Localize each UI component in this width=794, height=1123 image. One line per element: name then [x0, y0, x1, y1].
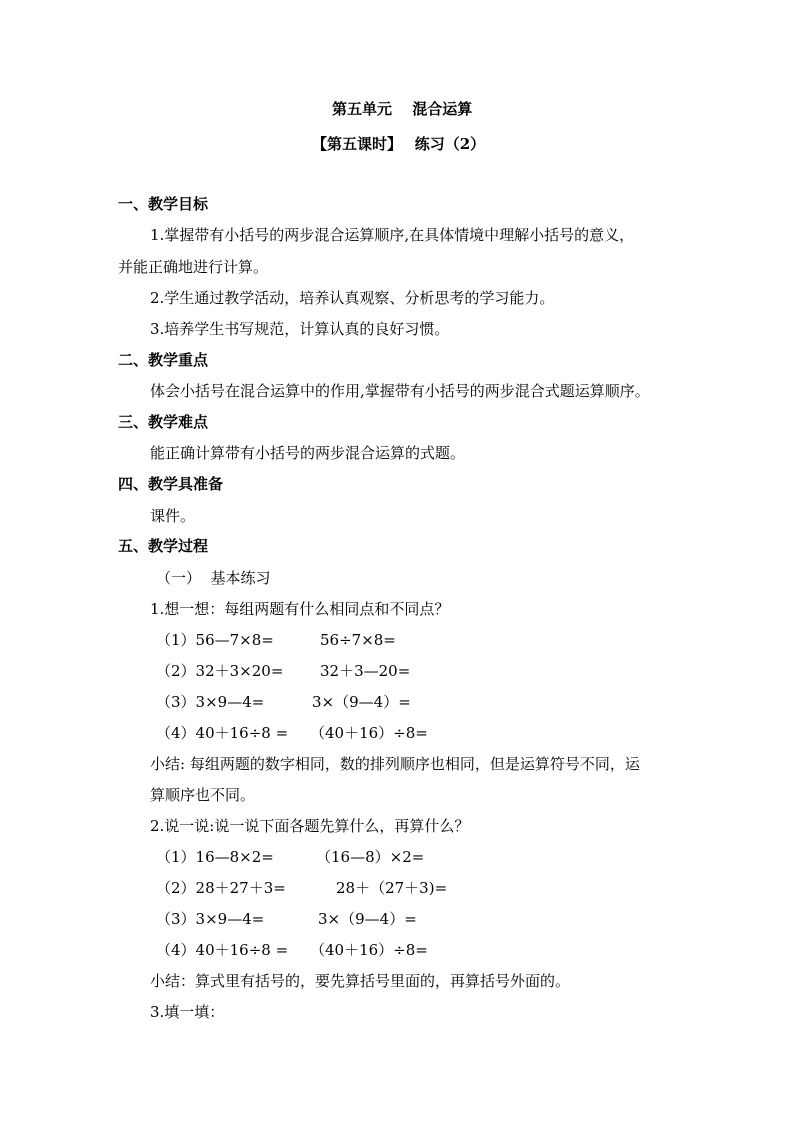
- q1-summary-line-2: 算顺序也不同。: [150, 786, 256, 804]
- q2-row-2-right: 28＋（27＋3)=: [336, 879, 448, 897]
- q1-row-3-right: 3×（9—4）=: [312, 693, 411, 711]
- q1-row-1-left: （1）56—7×8=: [156, 631, 274, 649]
- q2-row-1-right: （16—8）×2=: [316, 848, 425, 866]
- q1-row-1-right: 56÷7×8=: [320, 631, 396, 649]
- objective-2: 2.学生通过教学活动，培养认真观察、分析思考的学习能力。: [150, 289, 555, 307]
- objective-1-line-1: 1.掌握带有小括号的两步混合运算顺序,在具体情境中理解小括号的意义，: [150, 226, 635, 244]
- key-points-text: 体会小括号在混合运算中的作用,掌握带有小括号的两步混合式题运算顺序。: [150, 382, 650, 400]
- q1-row-3-left: （3）3×9—4=: [156, 693, 265, 711]
- section-heading-materials: 四、教学具准备: [118, 475, 224, 493]
- q1-row-2-right: 32＋3—20=: [320, 662, 411, 680]
- section-heading-difficulties: 三、教学难点: [118, 413, 209, 431]
- materials-text: 课件。: [150, 507, 196, 525]
- q1-row-4-left: （4）40＋16÷8 =: [156, 724, 289, 742]
- q2-row-3-right: 3×（9—4）=: [318, 910, 417, 928]
- q1-summary-line-1: 小结: 每组两题的数字相同，数的排列顺序也相同，但是运算符号不同，运: [150, 755, 640, 773]
- q2-row-1-left: （1）16—8×2=: [156, 848, 274, 866]
- question-2-title: 2.说一说:说一说下面各题先算什么，再算什么？: [150, 817, 470, 835]
- q2-row-3-left: （3）3×9—4=: [156, 910, 265, 928]
- document-title: 第五单元 混合运算: [332, 100, 473, 118]
- q2-row-2-left: （2）28＋27＋3=: [156, 879, 286, 897]
- objective-3: 3.培养学生书写规范，计算认真的良好习惯。: [150, 320, 450, 338]
- difficulties-text: 能正确计算带有小括号的两步混合运算的式题。: [150, 444, 466, 462]
- section-heading-key-points: 二、教学重点: [118, 351, 209, 369]
- objective-1-line-2: 并能正确地进行计算。: [118, 258, 269, 276]
- section-heading-process: 五、教学过程: [118, 537, 209, 555]
- question-1-title: 1.想一想：每组两题有什么相同点和不同点？: [150, 600, 450, 618]
- lesson-subtitle: 【第五课时】 练习（2）: [312, 135, 486, 153]
- question-3-title: 3.填一填：: [150, 1003, 225, 1021]
- q1-row-2-left: （2）32＋3×20=: [156, 662, 284, 680]
- section-heading-objectives: 一、教学目标: [118, 195, 209, 213]
- q1-row-4-right: （40＋16）÷8=: [310, 724, 428, 742]
- process-subheading: （一） 基本练习: [156, 569, 271, 587]
- q2-summary: 小结：算式里有括号的，要先算括号里面的，再算括号外面的。: [150, 972, 571, 990]
- q2-row-4-right: （40＋16）÷8=: [310, 941, 428, 959]
- q2-row-4-left: （4）40＋16÷8 =: [156, 941, 289, 959]
